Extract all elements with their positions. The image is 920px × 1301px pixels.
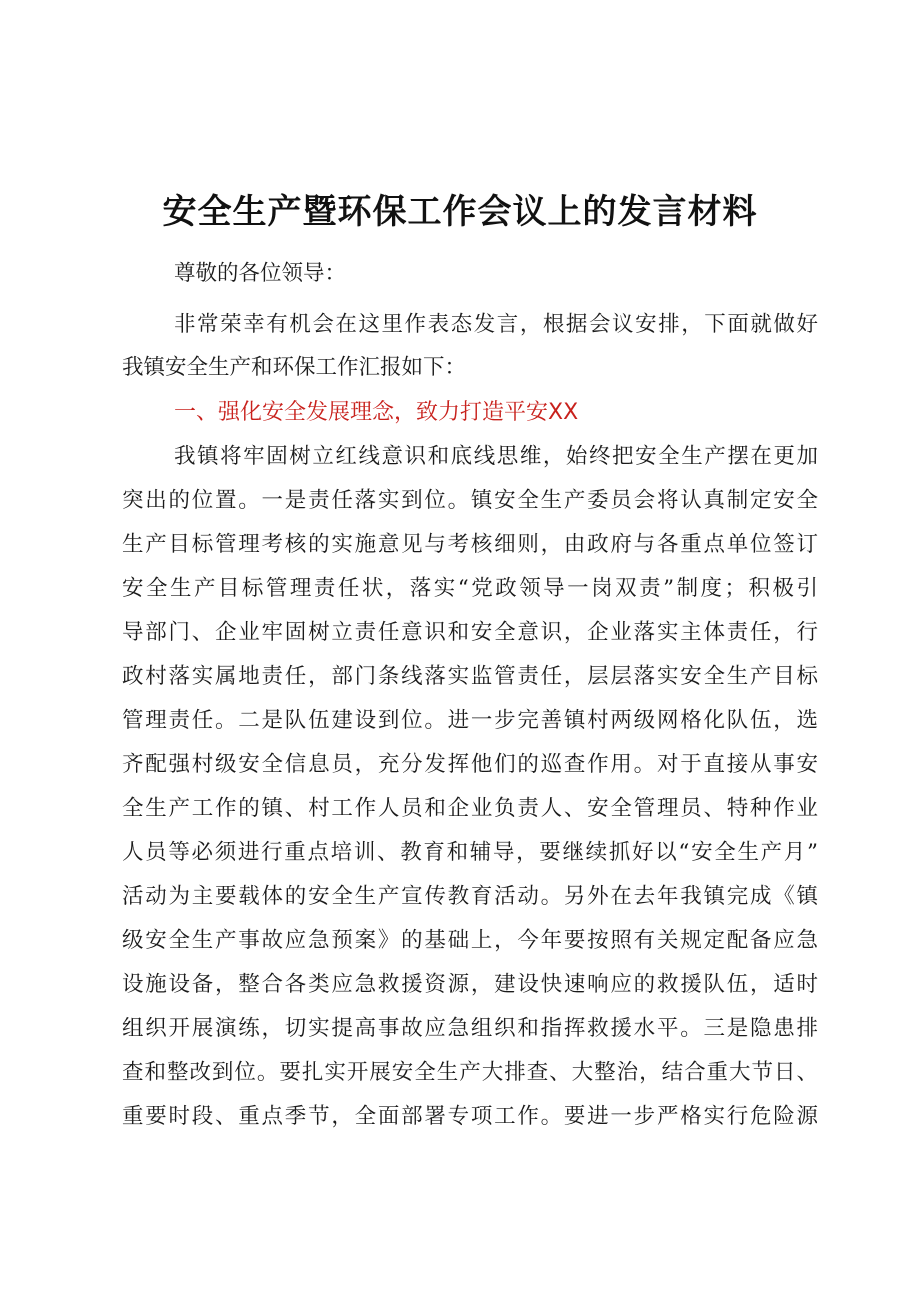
paragraph-line: 设施设备，整合各类应急救援资源，建设快速响应的救援队伍，适时: [122, 972, 818, 997]
document-title: 安全生产暨环保工作会议上的发言材料: [162, 192, 758, 232]
paragraph-line: 级安全生产事故应急预案》的基础上，今年要按照有关规定配备应急: [122, 928, 818, 953]
paragraph-line: 人员等必须进行重点培训、教育和辅导，要继续抓好以“安全生产月”: [122, 840, 818, 865]
paragraph-line: 查和整改到位。要扎实开展安全生产大排查、大整治，结合重大节日、: [122, 1060, 818, 1085]
paragraph-line: 政村落实属地责任，部门条线落实监管责任，层层落实安全生产目标: [122, 664, 818, 689]
paragraph-line: 活动为主要载体的安全生产宣传教育活动。另外在去年我镇完成《镇: [122, 884, 818, 909]
paragraph-line: 导部门、企业牢固树立责任意识和安全意识，企业落实主体责任，行: [122, 620, 818, 645]
paragraph-line: 齐配强村级安全信息员，充分发挥他们的巡查作用。对于直接从事安: [122, 752, 818, 777]
paragraph-line: 突出的位置。一是责任落实到位。镇安全生产委员会将认真制定安全: [122, 488, 818, 513]
section-1-heading: 一、强化安全发展理念，致力打造平安XX: [174, 400, 579, 425]
paragraph-line: 管理责任。二是队伍建设到位。进一步完善镇村两级网格化队伍，选: [122, 708, 818, 733]
paragraph-line: 安全生产目标管理责任状，落实“党政领导一岗双责”制度；积极引: [122, 576, 818, 601]
paragraph-line: 组织开展演练，切实提高事故应急组织和指挥救援水平。三是隐患排: [122, 1016, 818, 1041]
paragraph-line: 生产目标管理考核的实施意见与考核细则，由政府与各重点单位签订: [122, 532, 818, 557]
paragraph-line: 全生产工作的镇、村工作人员和企业负责人、安全管理员、特种作业: [122, 796, 818, 821]
intro-line-1: 非常荣幸有机会在这里作表态发言，根据会议安排，下面就做好: [174, 312, 818, 337]
paragraph-line: 我镇将牢固树立红线意识和底线思维，始终把安全生产摆在更加: [174, 444, 818, 469]
salutation: 尊敬的各位领导：: [174, 261, 347, 286]
paragraph-line: 重要时段、重点季节，全面部署专项工作。要进一步严格实行危险源: [122, 1104, 818, 1129]
intro-line-2: 我镇安全生产和环保工作汇报如下：: [122, 355, 467, 380]
